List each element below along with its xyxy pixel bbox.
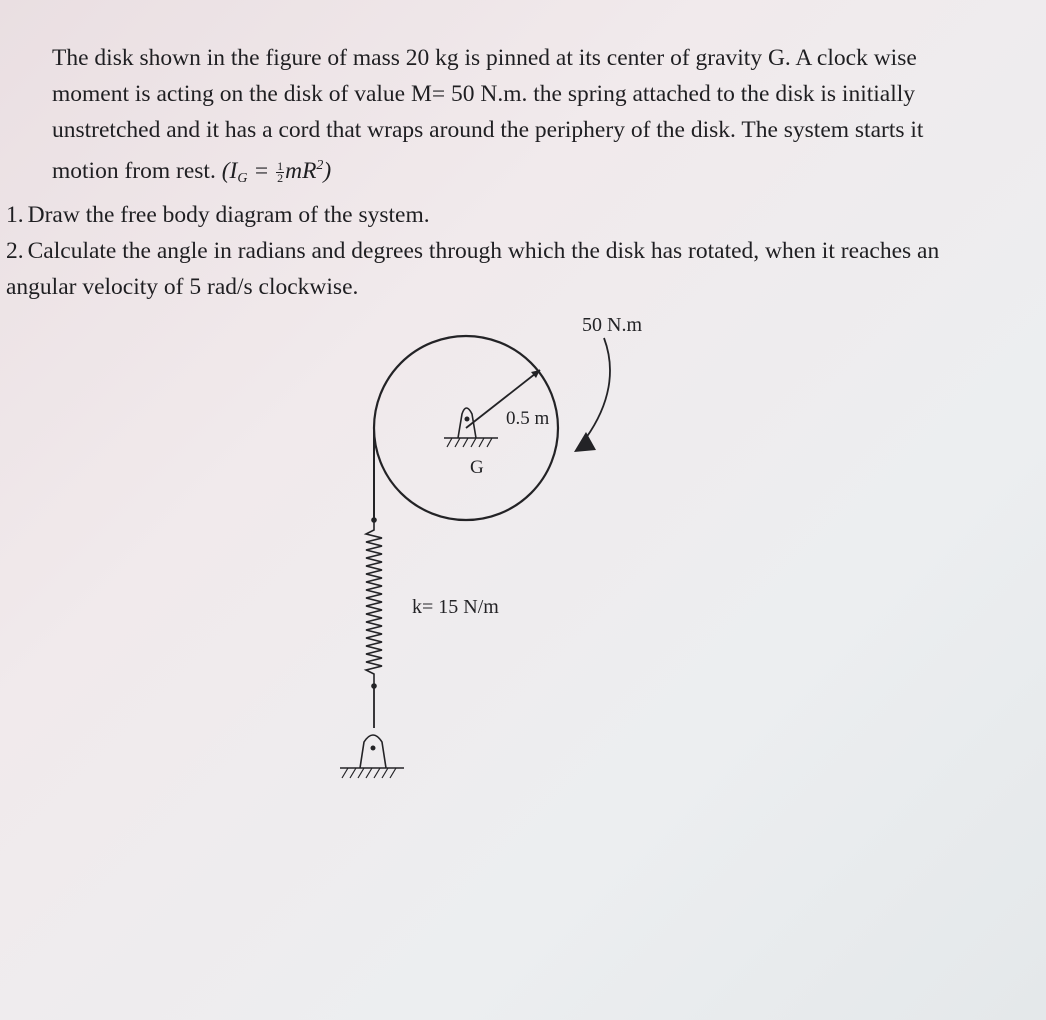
center-pin-support [444,408,498,447]
radius-label: 0.5 m [506,408,550,429]
moment-arrowhead [574,432,596,452]
spring-end-joint [371,683,377,689]
moment-label: 50 N.m [582,314,642,336]
question-number: 2. [6,238,24,264]
spring-coil [366,522,382,684]
fraction-numerator: 1 [277,159,284,174]
center-label: G [470,457,484,478]
formula-rhs: mR [285,158,317,184]
formula-subscript: G [237,171,248,186]
cord-spring-joint [371,517,377,523]
question-text: Draw the free body diagram of the system. [27,202,430,228]
moment-arc [586,338,610,438]
formula-superscript: 2 [316,158,324,173]
question-text: Calculate the angle in radians and degrees through which the disk has rotated, when it reaches an angular velocity of 5 rad/s clockwise. [6,238,940,300]
formula-close-paren: ) [323,158,332,184]
question-number: 1. [6,202,24,228]
spring-constant-label: k= 15 N/m [412,596,499,618]
formula-i: I [229,158,238,184]
formula-open-paren: ( [221,158,230,184]
statement-text: The disk shown in the figure of mass 20 kg is pinned at its center of gravity G. A clock wise moment is acting on the disk of value M= 50 N.m. the spring attached to the disk is initially unstretched and it has a cord that wraps around the periphery of the disk. The system starts it motion from rest. [52,45,924,184]
ground-pin-support [340,735,404,778]
fraction-denominator: 2 [277,171,284,186]
formula-equals: = [247,158,276,184]
